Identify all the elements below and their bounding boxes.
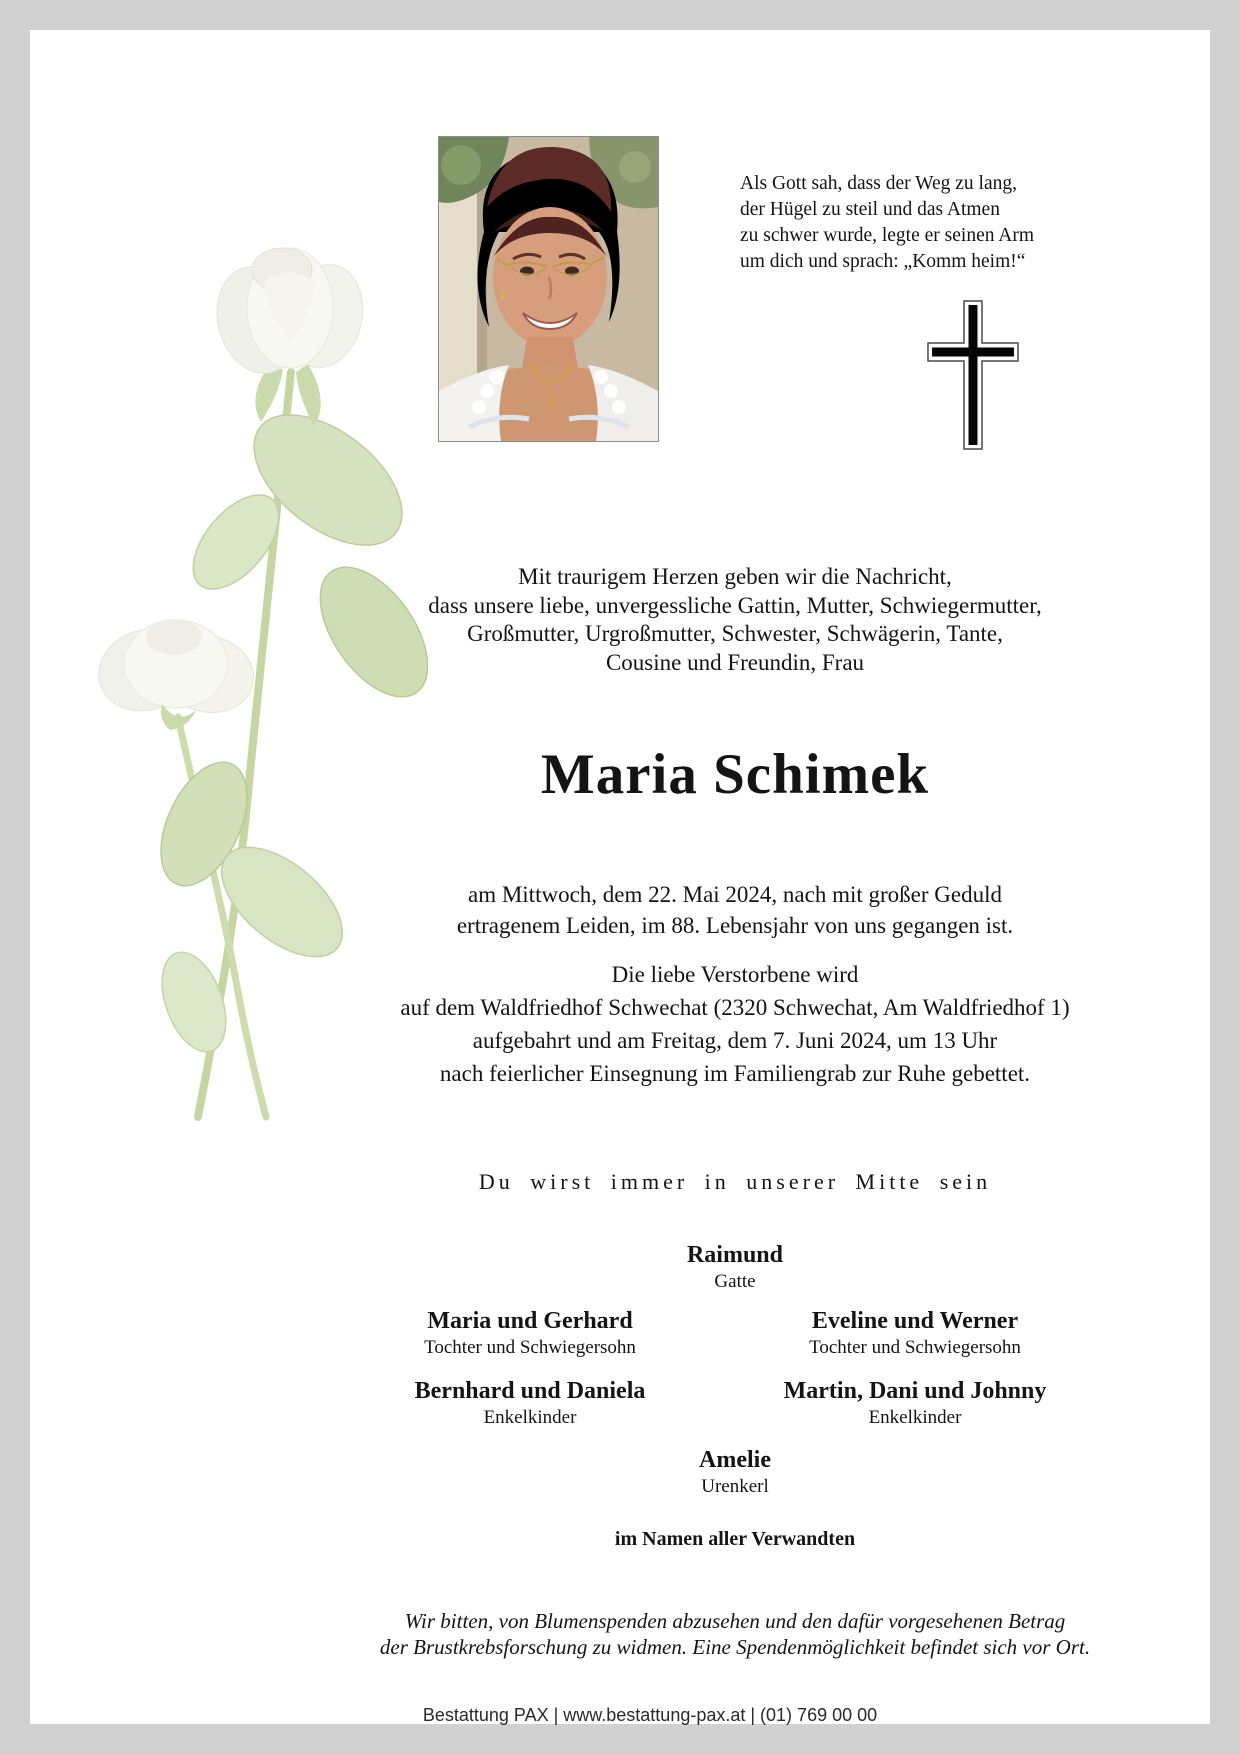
funeral-details-line: auf dem Waldfriedhof Schwechat (2320 Schwechat, Am Waldfriedhof 1) (400, 995, 1070, 1020)
poem (740, 171, 1040, 275)
death-details (155, 879, 1240, 941)
portrait-photo (438, 136, 659, 442)
poem-line: Als Gott sah, dass der Weg zu lang, (740, 173, 1017, 194)
donation-note-line: der Brustkrebsforschung zu widmen. Eine Spendenmöglichkeit befindet sich vor Ort. (379, 1635, 1091, 1659)
funeral-details (155, 958, 1240, 1090)
announcement-line: Cousine und Freundin, Frau (605, 649, 865, 675)
mourners-closing: im Namen aller Verwandten (614, 1528, 856, 1550)
mourner-spouse (155, 1240, 1240, 1294)
poem-line: um dich und sprach: „Komm heim!“ (740, 251, 1026, 272)
death-details-line: am Mittwoch, dem 22. Mai 2024, nach mit großer Geduld (467, 882, 1002, 907)
mourner-relation: Tochter und Schwiegersohn (424, 1337, 636, 1358)
deceased-name: Maria Schimek (540, 743, 930, 806)
mourner-relation: Enkelkinder (483, 1407, 577, 1428)
mourner-left-1 (330, 1306, 730, 1360)
announcement-line: Großmutter, Urgroßmutter, Schwester, Schwägerin, Tante, (467, 621, 1003, 646)
mourner-names: Maria und Gerhard (427, 1308, 633, 1334)
mourner-names: Martin, Dani und Johnny (783, 1378, 1047, 1404)
mourner-left-2 (330, 1376, 730, 1430)
poem-line: zu schwer wurde, legte er seinen Arm (740, 225, 1035, 246)
mourner-names: Raimund (686, 1242, 784, 1268)
funeral-home-footer: Bestattung PAX | www.bestattung-pax.at | (01) 769 00 00 (422, 1705, 878, 1725)
funeral-details-line: nach feierlicher Einsegnung im Familiengrab zur Ruhe gebettet. (439, 1061, 1031, 1086)
funeral-details-line: aufgebahrt und am Freitag, dem 7. Juni 2024, um 13 Uhr (472, 1028, 998, 1053)
announcement (155, 563, 1240, 677)
mourner-great-grandchild (155, 1445, 1240, 1499)
announcement-line: Mit traurigem Herzen geben wir die Nachricht, (518, 564, 952, 589)
mourner-relation: Gatte (714, 1271, 756, 1292)
mourner-relation: Urenkerl (701, 1476, 769, 1497)
obituary-page (30, 30, 1210, 1724)
funeral-details-line: Die liebe Verstorbene wird (611, 962, 859, 987)
memorial-cross-icon (927, 300, 1019, 450)
motto: Du wirst immer in unserer Mitte sein (478, 1169, 992, 1194)
donation-note (155, 1608, 1240, 1660)
mourner-relation: Enkelkinder (868, 1407, 962, 1428)
mourner-names: Eveline und Werner (811, 1308, 1019, 1334)
death-details-line: ertragenem Leiden, im 88. Lebensjahr von uns gegangen ist. (456, 913, 1014, 938)
announcement-line: dass unsere liebe, unvergessliche Gattin, Mutter, Schwiegermutter, (428, 592, 1042, 618)
mourner-names: Bernhard und Daniela (414, 1378, 646, 1404)
mourner-right-1 (720, 1306, 1110, 1360)
mourner-right-2 (720, 1376, 1110, 1430)
mourner-names: Amelie (699, 1447, 771, 1473)
portrait-photo-image (439, 137, 658, 441)
donation-note-line: Wir bitten, von Blumenspenden abzusehen und den dafür vorgesehenen Betrag (404, 1609, 1066, 1633)
poem-line: der Hügel zu steil und das Atmen (740, 199, 1000, 220)
mourner-relation: Tochter und Schwiegersohn (809, 1337, 1021, 1358)
